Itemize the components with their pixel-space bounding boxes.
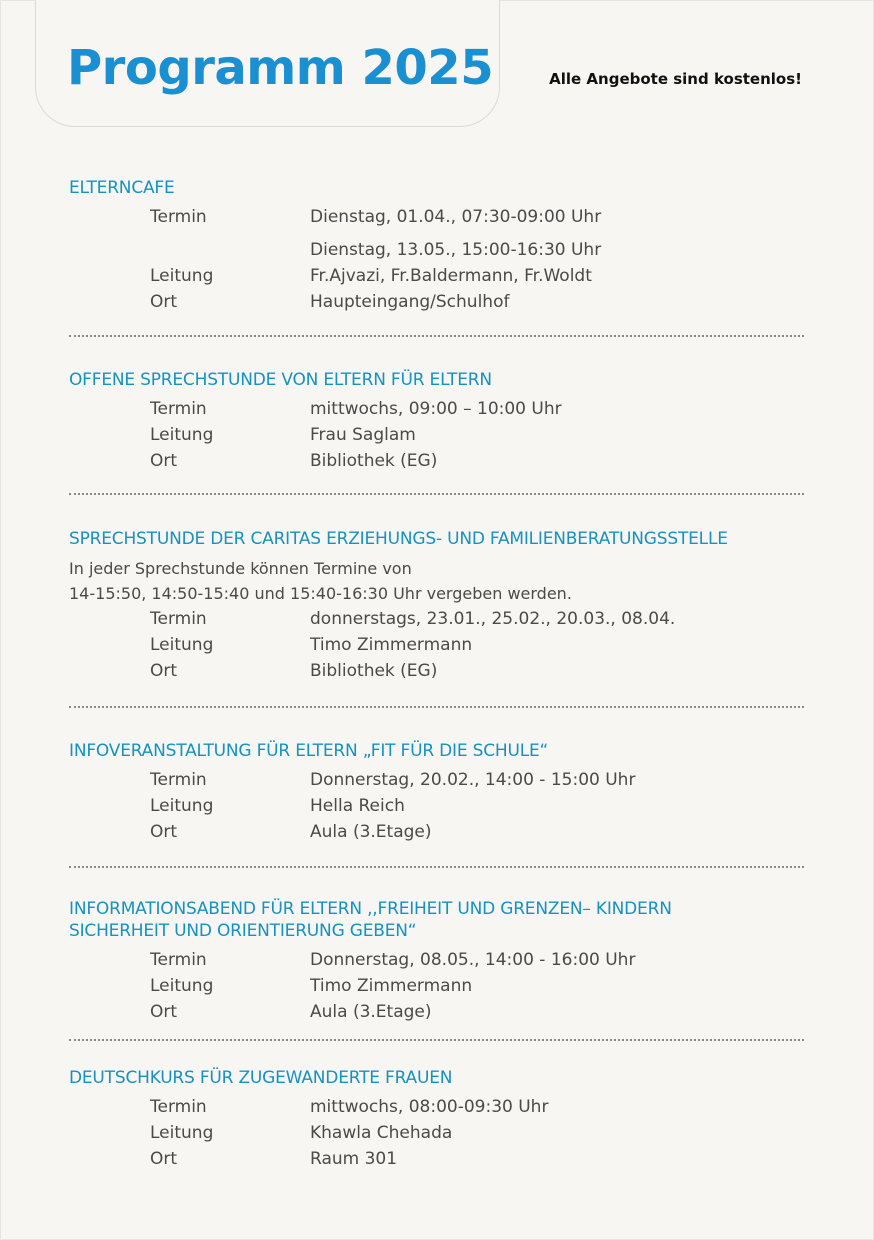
dotted-divider bbox=[69, 706, 804, 708]
ort-value: Raum 301 bbox=[310, 1149, 398, 1169]
section-elterncafe bbox=[69, 177, 804, 315]
termin-value: mittwochs, 09:00 – 10:00 Uhr bbox=[310, 399, 562, 419]
section-intro bbox=[69, 556, 804, 606]
heading-line-1: INFORMATIONSABEND FÜR ELTERN ,,FREIHEIT UND GRENZEN– KINDERN bbox=[69, 899, 672, 919]
section-heading: SPRECHSTUNDE DER CARITAS ERZIEHUNGS- UND FAMILIENBERATUNGSSTELLE bbox=[69, 529, 728, 549]
details-list bbox=[69, 1094, 804, 1172]
termin-value: Dienstag, 01.04., 07:30-09:00 Uhr bbox=[310, 207, 602, 227]
heading-line-2: SICHERHEIT UND ORIENTIERUNG GEBEN“ bbox=[69, 921, 417, 941]
section-heading: INFOVERANSTALTUNG FÜR ELTERN „FIT FÜR DIE SCHULE“ bbox=[69, 741, 549, 761]
termin-row bbox=[69, 606, 804, 632]
termin-row bbox=[69, 1094, 804, 1120]
page-title: Programm 2025 bbox=[67, 40, 494, 96]
ort-label: Ort bbox=[150, 1149, 178, 1169]
termin-label: Termin bbox=[150, 399, 207, 419]
ort-value: Haupteingang/Schulhof bbox=[310, 292, 510, 312]
termin-row-2 bbox=[69, 237, 804, 263]
details-list bbox=[69, 606, 804, 684]
leitung-label: Leitung bbox=[150, 266, 214, 286]
ort-label: Ort bbox=[150, 292, 178, 312]
ort-value: Bibliothek (EG) bbox=[310, 451, 438, 471]
leitung-row bbox=[69, 1120, 804, 1146]
dotted-divider bbox=[69, 335, 804, 337]
intro-line-1: In jeder Sprechstunde können Termine von bbox=[69, 559, 412, 578]
section-heading: ELTERNCAFE bbox=[69, 178, 175, 198]
termin-label-empty bbox=[69, 237, 310, 263]
leitung-row bbox=[69, 973, 804, 999]
dotted-divider bbox=[69, 866, 804, 868]
free-offers-note: Alle Angebote sind kostenlos! bbox=[549, 70, 802, 88]
termin-label: Termin bbox=[150, 770, 207, 790]
leitung-row bbox=[69, 422, 804, 448]
termin-value: Donnerstag, 08.05., 14:00 - 16:00 Uhr bbox=[310, 950, 636, 970]
leitung-value: Fr.Ajvazi, Fr.Baldermann, Fr.Woldt bbox=[310, 266, 592, 286]
termin-label: Termin bbox=[150, 950, 207, 970]
ort-value: Aula (3.Etage) bbox=[310, 1002, 432, 1022]
leitung-row bbox=[69, 632, 804, 658]
termin-value: Donnerstag, 20.02., 14:00 - 15:00 Uhr bbox=[310, 770, 636, 790]
details-list bbox=[69, 947, 804, 1025]
dotted-divider bbox=[69, 1039, 804, 1041]
termin-label: Termin bbox=[150, 1097, 207, 1117]
details-list bbox=[69, 767, 804, 845]
ort-row bbox=[69, 1146, 804, 1172]
ort-row bbox=[69, 448, 804, 474]
termin-row bbox=[69, 396, 804, 422]
ort-label: Ort bbox=[150, 1002, 178, 1022]
termin-value-2: Dienstag, 13.05., 15:00-16:30 Uhr bbox=[310, 240, 602, 260]
ort-row bbox=[69, 289, 804, 315]
dotted-divider bbox=[69, 493, 804, 495]
intro-line-2: 14-15:50, 14:50-15:40 und 15:40-16:30 Uhr vergeben werden. bbox=[69, 584, 572, 603]
leitung-label: Leitung bbox=[150, 425, 214, 445]
termin-label: Termin bbox=[150, 207, 207, 227]
ort-label: Ort bbox=[150, 451, 178, 471]
section-heading: DEUTSCHKURS FÜR ZUGEWANDERTE FRAUEN bbox=[69, 1068, 453, 1088]
section-heading: OFFENE SPRECHSTUNDE VON ELTERN FÜR ELTERN bbox=[69, 370, 492, 390]
leitung-label: Leitung bbox=[150, 976, 214, 996]
termin-row bbox=[69, 204, 804, 230]
ort-value: Bibliothek (EG) bbox=[310, 661, 438, 681]
ort-value: Aula (3.Etage) bbox=[310, 822, 432, 842]
ort-row bbox=[69, 819, 804, 845]
leitung-label: Leitung bbox=[150, 796, 214, 816]
section-infoveranstaltung bbox=[69, 740, 804, 845]
ort-row bbox=[69, 999, 804, 1025]
leitung-value: Frau Saglam bbox=[310, 425, 416, 445]
leitung-value: Khawla Chehada bbox=[310, 1123, 453, 1143]
termin-row bbox=[69, 767, 804, 793]
section-offene-sprechstunde bbox=[69, 369, 804, 474]
ort-row bbox=[69, 658, 804, 684]
section-caritas-sprechstunde bbox=[69, 528, 804, 684]
details-list bbox=[69, 396, 804, 474]
leitung-row bbox=[69, 263, 804, 289]
termin-row bbox=[69, 947, 804, 973]
leitung-row bbox=[69, 793, 804, 819]
section-deutschkurs bbox=[69, 1067, 804, 1172]
ort-label: Ort bbox=[150, 661, 178, 681]
leitung-value: Hella Reich bbox=[310, 796, 405, 816]
leitung-value: Timo Zimmermann bbox=[310, 976, 473, 996]
details-list bbox=[69, 204, 804, 315]
termin-value: mittwochs, 08:00-09:30 Uhr bbox=[310, 1097, 549, 1117]
termin-value: donnerstags, 23.01., 25.02., 20.03., 08.04. bbox=[310, 609, 676, 629]
termin-label: Termin bbox=[150, 609, 207, 629]
leitung-value: Timo Zimmermann bbox=[310, 635, 473, 655]
ort-label: Ort bbox=[150, 822, 178, 842]
leitung-label: Leitung bbox=[150, 635, 214, 655]
section-heading bbox=[69, 898, 804, 942]
leitung-label: Leitung bbox=[150, 1123, 214, 1143]
section-informationsabend bbox=[69, 898, 804, 1025]
